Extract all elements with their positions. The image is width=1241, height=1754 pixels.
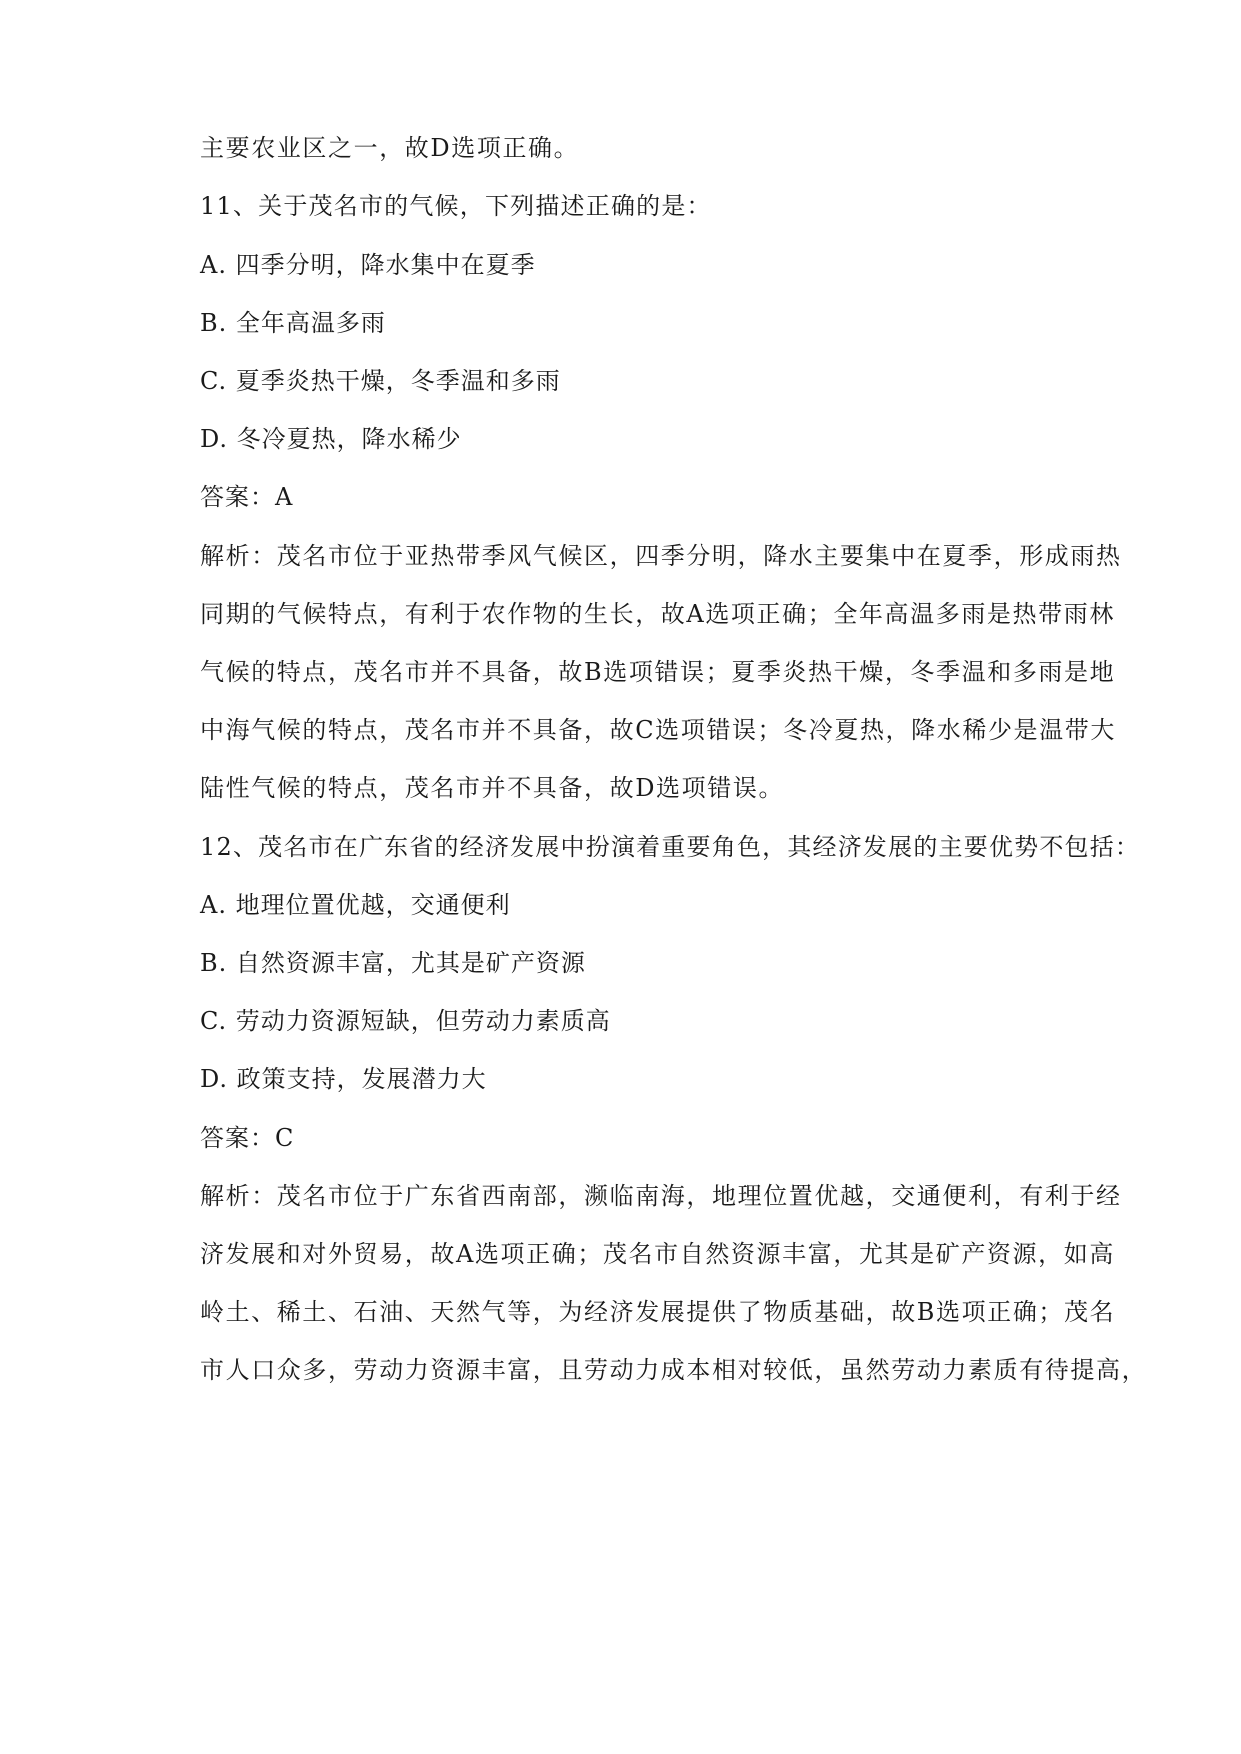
question-11-answer: 答案：A xyxy=(200,483,294,511)
question-11-analysis-line-1: 解析：茂名市位于亚热带季风气候区，四季分明，降水主要集中在夏季，形成雨热 xyxy=(200,542,1122,570)
question-12-option-d: D. 政策支持，发展潜力大 xyxy=(200,1065,487,1093)
question-12-option-b: B. 自然资源丰富，尤其是矿产资源 xyxy=(200,949,586,977)
question-12-option-a: A. 地理位置优越，交通便利 xyxy=(200,891,511,919)
question-12-answer: 答案：C xyxy=(200,1124,295,1152)
question-11-title: 11、关于茂名市的气候，下列描述正确的是： xyxy=(200,192,712,220)
question-11-analysis-line-5: 陆性气候的特点，茂名市并不具备，故D选项错误。 xyxy=(200,774,785,802)
question-12-title: 12、茂名市在广东省的经济发展中扮演着重要角色，其经济发展的主要优势不包括： xyxy=(200,833,1141,861)
question-11-option-b: B. 全年高温多雨 xyxy=(200,309,386,337)
question-12-analysis-line-3: 岭土、稀土、石油、天然气等，为经济发展提供了物质基础，故B选项正确；茂名 xyxy=(200,1298,1116,1326)
question-12-analysis-line-4: 市人口众多，劳动力资源丰富，且劳动力成本相对较低，虽然劳动力素质有待提高， xyxy=(200,1356,1148,1384)
question-11-option-a: A. 四季分明，降水集中在夏季 xyxy=(200,251,536,279)
question-12-analysis-line-2: 济发展和对外贸易，故A选项正确；茂名市自然资源丰富，尤其是矿产资源，如高 xyxy=(200,1240,1115,1268)
question-11-analysis-line-2: 同期的气候特点，有利于农作物的生长，故A选项正确；全年高温多雨是热带雨林 xyxy=(200,600,1115,628)
question-12-option-c: C. 劳动力资源短缺，但劳动力素质高 xyxy=(200,1007,611,1035)
question-11-analysis-line-3: 气候的特点，茂名市并不具备，故B选项错误；夏季炎热干燥，冬季温和多雨是地 xyxy=(200,658,1116,686)
question-11-option-c: C. 夏季炎热干燥，冬季温和多雨 xyxy=(200,367,561,395)
question-11-option-d: D. 冬冷夏热，降水稀少 xyxy=(200,425,462,453)
question-11-analysis-line-4: 中海气候的特点，茂名市并不具备，故C选项错误；冬冷夏热，降水稀少是温带大 xyxy=(200,716,1116,744)
continuation-text: 主要农业区之一，故D选项正确。 xyxy=(200,134,580,162)
question-12-analysis-line-1: 解析：茂名市位于广东省西南部，濒临南海，地理位置优越，交通便利，有利于经 xyxy=(200,1182,1122,1210)
